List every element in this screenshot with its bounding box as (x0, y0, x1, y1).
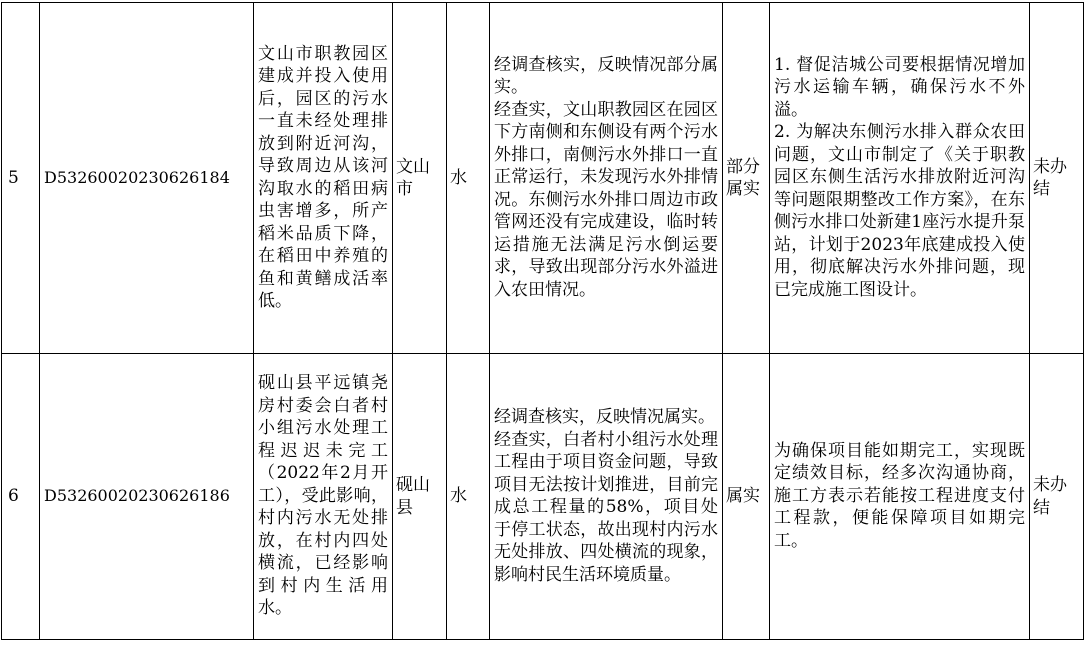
complaint-description: 砚山县平远镇尧房村委会白者村小组污水处理工程迟迟未完工（2022年2月开工），受此影响，村内污水无处排放，在村内四处横流，已经影响到村内生活用水。 (254, 354, 393, 640)
pollution-type: 水 (447, 354, 490, 640)
table-row (2, 3, 1084, 354)
conclusion-cell (723, 3, 770, 354)
conclusion-text: 部分属实 (726, 156, 760, 199)
investigation-summary: 经调查核实，反映情况属实。 (494, 407, 715, 427)
status-cell (1030, 354, 1084, 640)
pollution-type: 水 (447, 3, 490, 354)
row-number: 6 (2, 354, 40, 640)
status-text: 未办结 (1033, 475, 1067, 518)
case-code: D53260020230626184 (40, 3, 254, 354)
case-code: D53260020230626186 (40, 354, 254, 640)
conclusion-cell: 属实 (723, 354, 770, 640)
rectification-actions (770, 3, 1030, 354)
action-item: 2. 为解决东侧污水排入群众农田问题，文山市制定了《关于职教园区东侧生活污水排放附近河沟等问题限期整改工作方案》，在东侧污水排口处新建1座污水提升泵站，计划于2023年底建成投入使用，彻底解决污水外排问题，现已完成施工图设计。 (774, 122, 1025, 300)
location-text: 砚山县 (396, 475, 430, 518)
location-cell (393, 3, 447, 354)
status-text: 未办结 (1033, 156, 1067, 199)
action-item: 为确保项目能如期完工，实现既定绩效目标，经多次沟通协商，施工方表示若能按工程进度支付工程款，便能保障项目如期完工。 (774, 440, 1025, 551)
rectification-actions (770, 354, 1030, 640)
table-row (2, 354, 1084, 640)
location-text: 文山市 (396, 156, 430, 199)
investigation-detail: 经查实，文山职教园区在园区下方南侧和东侧设有两个污水外排口，南侧污水外排口一直正常运行，未发现污水外排情况。东侧污水外排口周边市政管网还没有完成建设，临时转运措施无法满足污水倒运要求，导致出现部分污水外溢进入农田情况。 (494, 99, 718, 300)
action-item: 1. 督促洁城公司要根据情况增加污水运输车辆，确保污水不外溢。 (774, 54, 1025, 120)
status-cell (1030, 3, 1084, 354)
investigation-detail: 经查实，白者村小组污水处理工程由于项目资金问题，导致项目无法按计划推进，目前完成总工程量的58%，项目处于停工状态，故出现村内污水无处排放、四处横流的现象，影响村民生活环境质量。 (494, 429, 718, 585)
complaint-table (1, 2, 1084, 640)
investigation-result (490, 354, 723, 640)
investigation-result (490, 3, 723, 354)
investigation-summary: 经调查核实，反映情况部分属实。 (494, 54, 718, 98)
complaint-description: 文山市职教园区建成并投入使用后，园区的污水一直未经处理排放到附近河沟，导致周边从该河沟取水的稻田病虫害增多，所产稻米品质下降，在稻田中养殖的鱼和黄鳝成活率低。 (254, 3, 393, 354)
row-number: 5 (2, 3, 40, 354)
location-cell (393, 354, 447, 640)
